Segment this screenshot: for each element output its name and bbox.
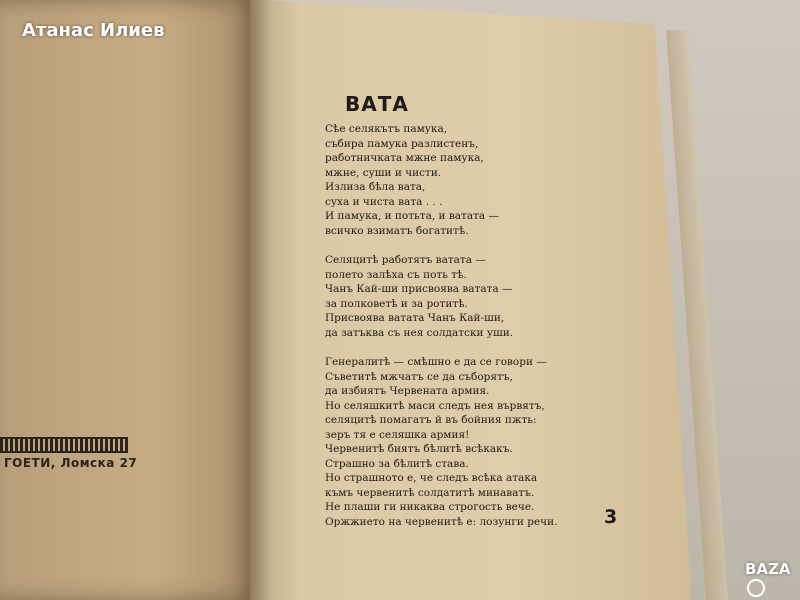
left-page (0, 0, 258, 600)
poem-line: да затъква съ нея солдатски уши. (325, 326, 514, 339)
poem-line: да избиятъ Червената армия. (325, 385, 490, 397)
poem-body (325, 122, 625, 529)
stanza-3 (325, 355, 625, 529)
logo-text: BAZA (745, 560, 791, 578)
poem-line: Но страшното е, че следъ всѣка атака (325, 472, 538, 484)
poem-line: Не плаши ги никаква строгость вече. (325, 501, 535, 513)
publisher-footer: ГОЕТИ, Ломска 27 (4, 456, 138, 470)
ornament-border (0, 437, 128, 453)
page-number: 3 (604, 506, 618, 528)
poem-line: Съветитѣ мжчатъ се да съборятъ, (325, 370, 513, 383)
smile-icon (747, 579, 765, 597)
poem-line: мжне, суши и чисти. (325, 166, 442, 179)
poem-line: Оржжието на червенитѣ е: лозунги речи. (325, 515, 558, 528)
poem-line: къмъ червенитѣ солдатитѣ минаватъ. (325, 486, 535, 499)
poem-line: суха и чиста вата . . . (325, 195, 443, 208)
poem-title: ВАТА (345, 92, 409, 116)
poem-line: за полковетѣ и за ротитѣ. (325, 297, 468, 310)
stanza-2 (325, 253, 625, 340)
poem-line: Страшно за бѣлитѣ става. (325, 457, 469, 470)
poem-line: И памука, и потьта, и ватата — (325, 210, 500, 222)
poem-line: Генералитѣ — смѣшно е да се говори — (325, 356, 547, 368)
poem-line: Червенитѣ биятъ бѣлитѣ всѣкакъ. (325, 443, 513, 455)
poem-line: Селяцитѣ работятъ ватата — (325, 254, 486, 266)
poem-line: селяцитѣ помагатъ й въ бойния пжть: (325, 414, 537, 426)
poem-line: Присвоява ватата Чанъ Кай-ши, (325, 312, 505, 324)
poem-line: всичко взиматъ богатитѣ. (325, 224, 469, 237)
poem-line: Но селяшкитѣ маси следъ нея вървятъ, (325, 399, 545, 412)
site-logo (745, 560, 800, 597)
poem-line: Чанъ Кай-ши присвоява ватата — (325, 283, 513, 295)
poem-line: зеръ тя е селяшка армия! (325, 428, 470, 441)
poem-line: Излиза бѣла вата, (325, 181, 426, 193)
seller-watermark: Атанас Илиев (22, 20, 165, 41)
poem-line: Сѣе селякътъ памука, (325, 123, 448, 135)
poem-line: полето залѣха съ поть тѣ. (325, 268, 467, 281)
stanza-1 (325, 122, 625, 238)
poem-line: събира памука разлистенъ, (325, 137, 479, 150)
poem-line: работничката мжне памука, (325, 152, 484, 164)
